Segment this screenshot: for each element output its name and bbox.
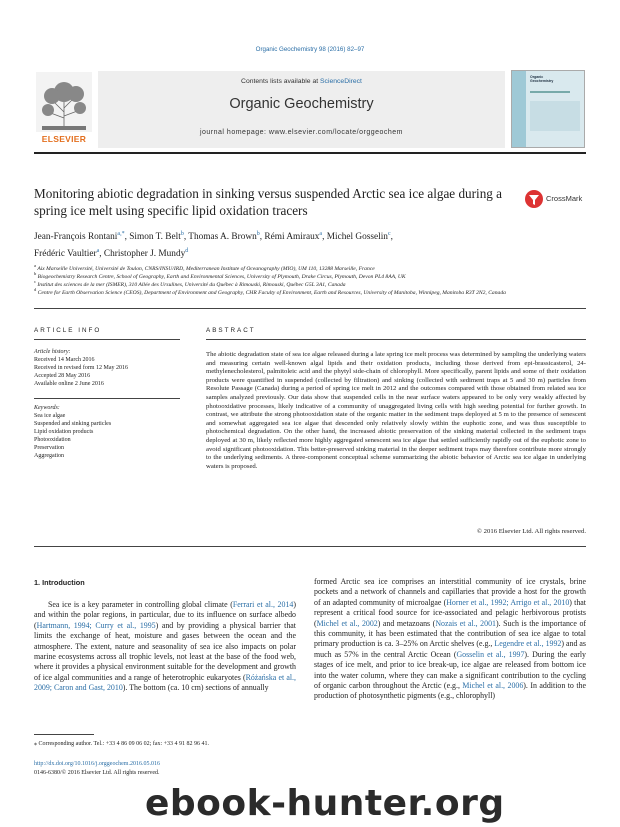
author-separator: , — [259, 232, 265, 243]
author-list — [34, 227, 586, 261]
article-info-heading: ARTICLE INFO — [34, 327, 102, 334]
affiliation-text: Centre for Earth Observation Science (CEOS), Department of Environment and Geography, CHR Faculty of Environment, Earth and Resources, University of Manitoba, Winnipeg, Manitoba R3T 2N2, Canada — [37, 289, 506, 296]
history-item: Received in revised form 12 May 2016 — [34, 365, 128, 371]
crossmark-icon — [524, 189, 544, 209]
abstract-end-rule — [34, 546, 586, 547]
affiliation-key: c — [34, 279, 36, 284]
citation-link[interactable]: Horner et al., 1992; Arrigo et al., 2010 — [446, 597, 570, 607]
crossmark-badge[interactable] — [524, 188, 586, 210]
author-affil-mark[interactable]: b — [180, 231, 184, 237]
author-separator: , — [99, 249, 104, 260]
contents-line — [98, 78, 505, 85]
keyword: Sea ice algae — [34, 413, 66, 419]
article-history — [34, 348, 180, 388]
author-name[interactable]: Simon T. Belt — [129, 232, 181, 243]
affiliation — [34, 286, 586, 297]
history-label: Article history: — [34, 349, 71, 355]
author-separator: , — [322, 232, 327, 243]
author-name[interactable]: Frédéric Vaultier — [34, 249, 97, 260]
author-affil-mark[interactable]: b — [256, 231, 260, 237]
citation-link[interactable]: Nozais et al., 2001 — [435, 618, 496, 628]
history-item: Available online 2 June 2016 — [34, 381, 104, 387]
doi-link[interactable]: http://dx.doi.org/10.1016/j.orggeochem.2016.05.016 — [34, 761, 160, 767]
intro-left-column — [34, 600, 296, 694]
affiliation-key: a — [34, 263, 36, 268]
author-separator: , — [124, 232, 130, 243]
journal-homepage — [98, 129, 505, 136]
abstract-text: The abiotic degradation state of sea ice algae released during a late spring ice melt process was determined by sampling the underlying waters and measuring certain well-known algal lipids and their oxidation products, including those derived from epi-brassicasterol, 24-methylenecholesterol, palmitoleic acid and the phytyl side-chain of chlorophyll. More specifically, parent lipids and some of their oxidation products were quantified in suspended (collected by filtration) and sinking (collected with sediment traps at 5 and 30 m) particles from Resolute Passage (Canada) during a period of spring ice melt in 2012 and the outcomes compared with those obtained from related sea ice samples analyzed previously. Our data show that suspended cells in the near surface waters appeared to be only very weakly affected by photooxidative processes, likely indicative of a community of unaggregated living cells with high seeding potential for further growth. In contrast, we attribute the strong photooxidation state of the organic matter in the sediment traps deployed at 5 m to the presence of senescent and somewhat aggregated sea ice algae that descended only relatively slowly within the euphotic zone, and was thus susceptible to photochemical degradation. On the other hand, the increased abiotic preservation of the sinking material collected in the sediment traps deployed at 30 m, likely reflected more highly aggregated senescent sea ice algae that settled sufficiently rapidly out of the euphotic zone to avoid significant photooxidation. This better-preserved sinking material in the deeper sediment traps may therefore contribute more strongly to the underlying sediments. A three-component conceptual scheme summarizing the abiotic behavior of Arctic sea ice algae in underlying waters is proposed. — [206, 351, 586, 470]
citation-link[interactable]: Ferrari et al., 2014 — [232, 600, 294, 609]
affiliation-text: Institut des sciences de la mer (ISMER), 310 Allée des Ursulines, Université du Québec à Rimouski, Rimouski, Québec G5L 3A1, Canada — [37, 281, 346, 288]
journal-cover-thumbnail[interactable] — [511, 70, 585, 148]
keywords-rule — [34, 398, 180, 399]
affiliation-key: d — [34, 287, 37, 292]
author-separator: , — [183, 232, 189, 243]
keyword: Lipid oxidation products — [34, 429, 94, 435]
cover-rule — [530, 91, 570, 93]
citation-link[interactable]: Gosselin et al., 1997 — [456, 649, 525, 659]
keyword: Suspended and sinking particles — [34, 421, 112, 427]
intro-text: ). In addition to the production of photosynthetic pigments (e.g., chlorophyll) — [314, 681, 586, 701]
journal-title: Organic Geochemistry — [229, 96, 374, 112]
abstract-heading: ABSTRACT — [206, 327, 256, 334]
author-affil-mark[interactable]: a,* — [117, 231, 125, 237]
header-rule — [34, 152, 586, 154]
author-name[interactable]: Thomas A. Brown — [188, 232, 257, 243]
author-name[interactable]: Rémi Amiraux — [264, 232, 320, 243]
author-affil-mark[interactable]: a — [96, 248, 100, 255]
intro-text: ) and metazoans ( — [377, 618, 436, 628]
author-name[interactable]: Michel Gosselin — [326, 232, 388, 243]
history-item: Accepted 28 May 2016 — [34, 373, 91, 379]
intro-text: Sea ice is a key parameter in controlling global climate ( — [48, 600, 233, 609]
intro-text: ). Such is the importance of this community, it has been estimated that the contribution of sea ice algae to total primary production is ca. 3–25% on Arctic shelves (e.g., — [314, 618, 587, 649]
author-affil-mark[interactable]: d — [185, 248, 189, 255]
author-affil-mark[interactable]: a — [319, 231, 323, 237]
cover-title — [530, 75, 553, 83]
cover-image — [530, 101, 580, 131]
intro-text: ) and within the polar regions, in particular, due to its influence on surface albedo ( — [34, 600, 296, 630]
watermark: ebook-hunter.org — [145, 783, 505, 824]
contents-prefix: Contents lists available at — [241, 78, 321, 85]
author-affil-mark[interactable]: c — [387, 231, 391, 237]
citation-link[interactable]: Michel et al., 2002 — [316, 618, 378, 628]
issn-line: 0146-6380/© 2016 Elsevier Ltd. All rights reserved. — [34, 770, 160, 776]
elsevier-wordmark: ELSEVIER — [41, 134, 87, 144]
intro-right-column — [314, 577, 586, 702]
citation-link[interactable]: Hartmann, 1994; Curry et al., 1995 — [36, 620, 156, 630]
corresponding-author-footnote: ⁎ Corresponding author. Tel.: +33 4 86 09 06 02; fax: +33 4 91 82 96 41. — [34, 741, 210, 747]
cover-side-band — [512, 71, 526, 147]
author-name[interactable]: Christopher J. Mundy — [103, 249, 186, 260]
citation-link[interactable]: Michel et al., 2006 — [462, 681, 524, 691]
history-item: Received 14 March 2016 — [34, 357, 95, 363]
keyword: Aggregation — [34, 453, 64, 459]
section-divider — [34, 308, 586, 309]
author-name[interactable]: Jean-François Rontani — [34, 232, 118, 243]
homepage-link[interactable]: www.elsevier.com/locate/orggeochem — [268, 129, 404, 136]
intro-heading: 1. Introduction — [34, 578, 85, 587]
citation-link[interactable]: Różańska et al., 2009; Caron and Gast, 2010 — [34, 672, 296, 693]
author-separator: , — [390, 232, 393, 243]
cover-title-line-1: Organic — [530, 75, 544, 79]
journal-reference[interactable]: Organic Geochemistry 98 (2016) 82–97 — [255, 46, 365, 53]
article-info-rule — [34, 339, 180, 340]
keywords-label: Keywords: — [34, 405, 60, 411]
intro-text: ) and as much as 57% in the central Arctic Ocean ( — [314, 639, 587, 659]
intro-text: ). The bottom (ca. 10 cm) sections of annually — [122, 683, 269, 693]
intro-text: formed Arctic sea ice comprises an interstitial community of ice crystals, brine pockets and a network of channels and capillaries that provide a host for the growth of an adapted community of microalgae ( — [314, 577, 586, 607]
affiliation-key: b — [34, 271, 37, 276]
footnote-rule — [34, 734, 94, 735]
keyword: Preservation — [34, 445, 64, 451]
abstract-copyright: © 2016 Elsevier Ltd. All rights reserved. — [476, 528, 586, 535]
keywords — [34, 404, 180, 460]
paper-title: Monitoring abiotic degradation in sinking versus suspended Arctic sea ice algae during a spring ice melt using specific lipid oxidation tracers — [34, 186, 503, 218]
intro-text: ). During the early stages of ice melt, and prior to ice break-up, ice algae are released from bottom ice into the water column, where they can make a significant contribution to the cycling of organic carbon throughout the Arctic (e.g., — [314, 649, 586, 691]
intro-text: ) and by providing a physical barrier that limits the exchange of heat, moisture and gases between the ocean and the atmosphere. The extent, nature and seasonality of sea ice also impacts on polar marine ecosystems across all trophic levels, not least at the base of the food web, where it provides a physical environment suitable for the development and growth of ice algal communities and a range of heterotrophic eukaryotes ( — [34, 620, 297, 682]
abstract-rule — [206, 339, 586, 340]
affiliation-text: Aix Marseille Université, Université de Toulon, CNRS/INSU/IRD, Mediterranean Institute of Oceanography (MIO), UM 110, 13288 Marseille, France — [37, 265, 375, 272]
crossmark-label: CrossMark — [546, 194, 583, 203]
sciencedirect-link[interactable]: ScienceDirect — [320, 78, 362, 85]
citation-link[interactable]: Legendre et al., 1992 — [494, 639, 562, 649]
homepage-prefix: journal homepage: — [199, 129, 269, 136]
affiliation-text: Biogeochemistry Research Centre, School of Geography, Earth and Environmental Sciences, University of Plymouth, Drake Circus, Plymouth, Devon PL4 8AA, UK — [37, 273, 406, 280]
intro-text: ) that represent a critical food source for ice-associated and pelagic herbivorous protists ( — [314, 597, 586, 628]
cover-title-line-2: Geochemistry — [530, 79, 554, 83]
keyword: Photooxidation — [34, 437, 71, 443]
